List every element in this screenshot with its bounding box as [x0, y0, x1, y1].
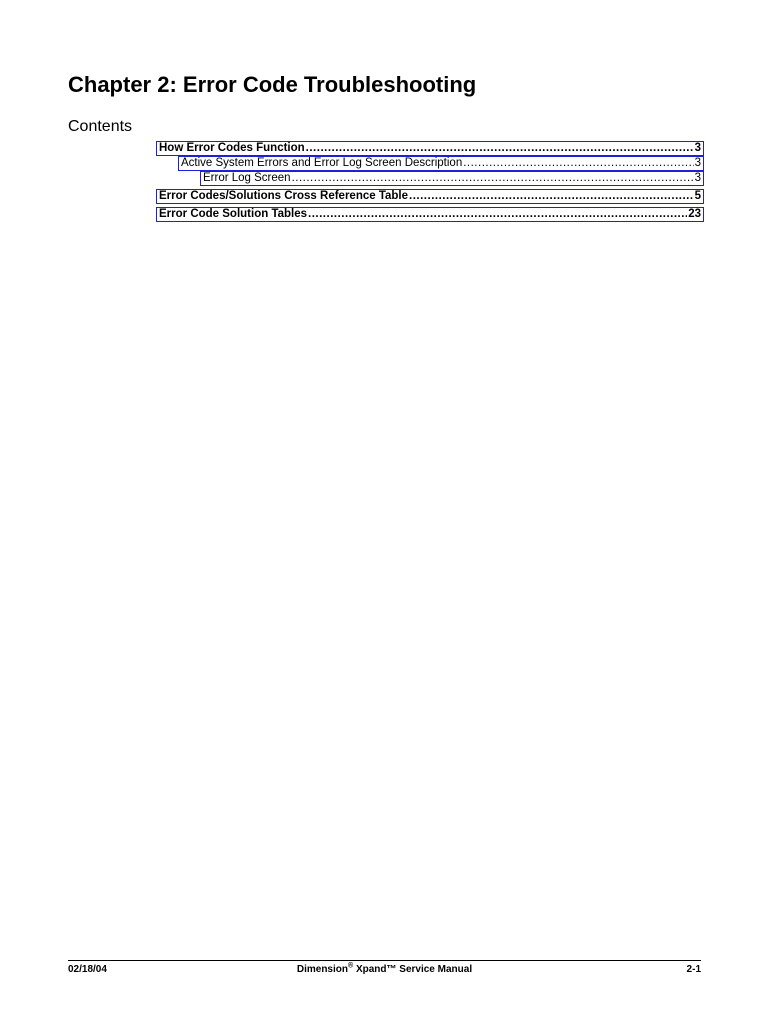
chapter-title: Chapter 2: Error Code Troubleshooting — [68, 72, 477, 97]
toc-dot-leader — [409, 190, 694, 203]
footer-divider — [68, 960, 701, 961]
page-footer — [68, 964, 701, 978]
toc-dot-leader — [463, 157, 693, 170]
toc-entry-page: 3 — [694, 142, 701, 154]
registered-mark: ® — [348, 962, 354, 970]
toc-entry-active-system-errors[interactable] — [178, 156, 704, 171]
toc-dot-leader — [306, 142, 694, 155]
toc-entry-label: Error Codes/Solutions Cross Reference Table — [159, 190, 409, 202]
footer-manual-brand: Dimension — [296, 964, 348, 975]
toc-entry-page: 23 — [688, 208, 701, 220]
toc-entry-page: 3 — [694, 172, 701, 184]
toc-entry-cross-reference-table[interactable] — [156, 189, 704, 204]
toc-entry-label: Error Code Solution Tables — [159, 208, 308, 220]
toc-entry-page: 5 — [694, 190, 701, 202]
toc-entry-error-log-screen[interactable] — [200, 171, 704, 186]
footer-page-number: 2-1 — [686, 964, 701, 975]
toc-entry-label: How Error Codes Function — [159, 142, 305, 154]
footer-manual-rest: Xpand™ Service Manual — [353, 964, 473, 975]
footer-date: 02/18/04 — [68, 964, 107, 975]
footer-manual-title — [68, 964, 701, 975]
toc-entry-page: 3 — [694, 157, 701, 169]
toc-dot-leader — [292, 172, 694, 185]
toc-entry-error-code-solution-tables[interactable] — [156, 207, 704, 222]
toc-dot-leader — [308, 208, 687, 221]
contents-heading: Contents — [68, 118, 133, 135]
toc-entry-how-error-codes-function[interactable] — [156, 141, 704, 156]
toc-entry-label: Active System Errors and Error Log Screen Description — [181, 157, 463, 169]
toc-entry-label: Error Log Screen — [203, 172, 291, 184]
